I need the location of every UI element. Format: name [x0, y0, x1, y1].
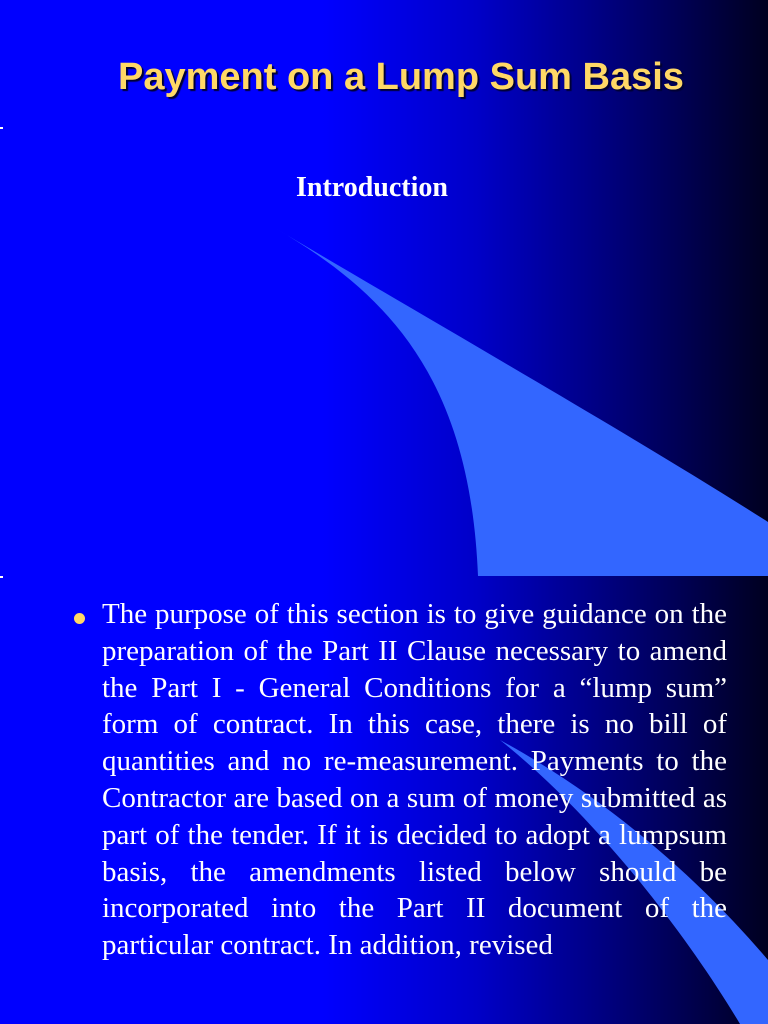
edge-mark: [0, 127, 3, 129]
slide-title: Payment on a Lump Sum Basis: [118, 56, 684, 98]
bullet-icon: [74, 613, 85, 624]
edge-mark: [0, 576, 3, 578]
slide-subtitle: Introduction: [296, 172, 448, 203]
bullet-text: The purpose of this section is to give guidance on the preparation of the Part II Clause necessary to amend the Part I - General Conditions for a “lump sum” form of contract. In this case, there is no bill of quantities and no re-measurement. Payments to the Contractor are based on a sum of money submitted as part of the tender. If it is decided to adopt a lumpsum basis, the amendments listed below should be incorporated into the Part II document of the particular contract. In addition, revised: [102, 598, 727, 962]
